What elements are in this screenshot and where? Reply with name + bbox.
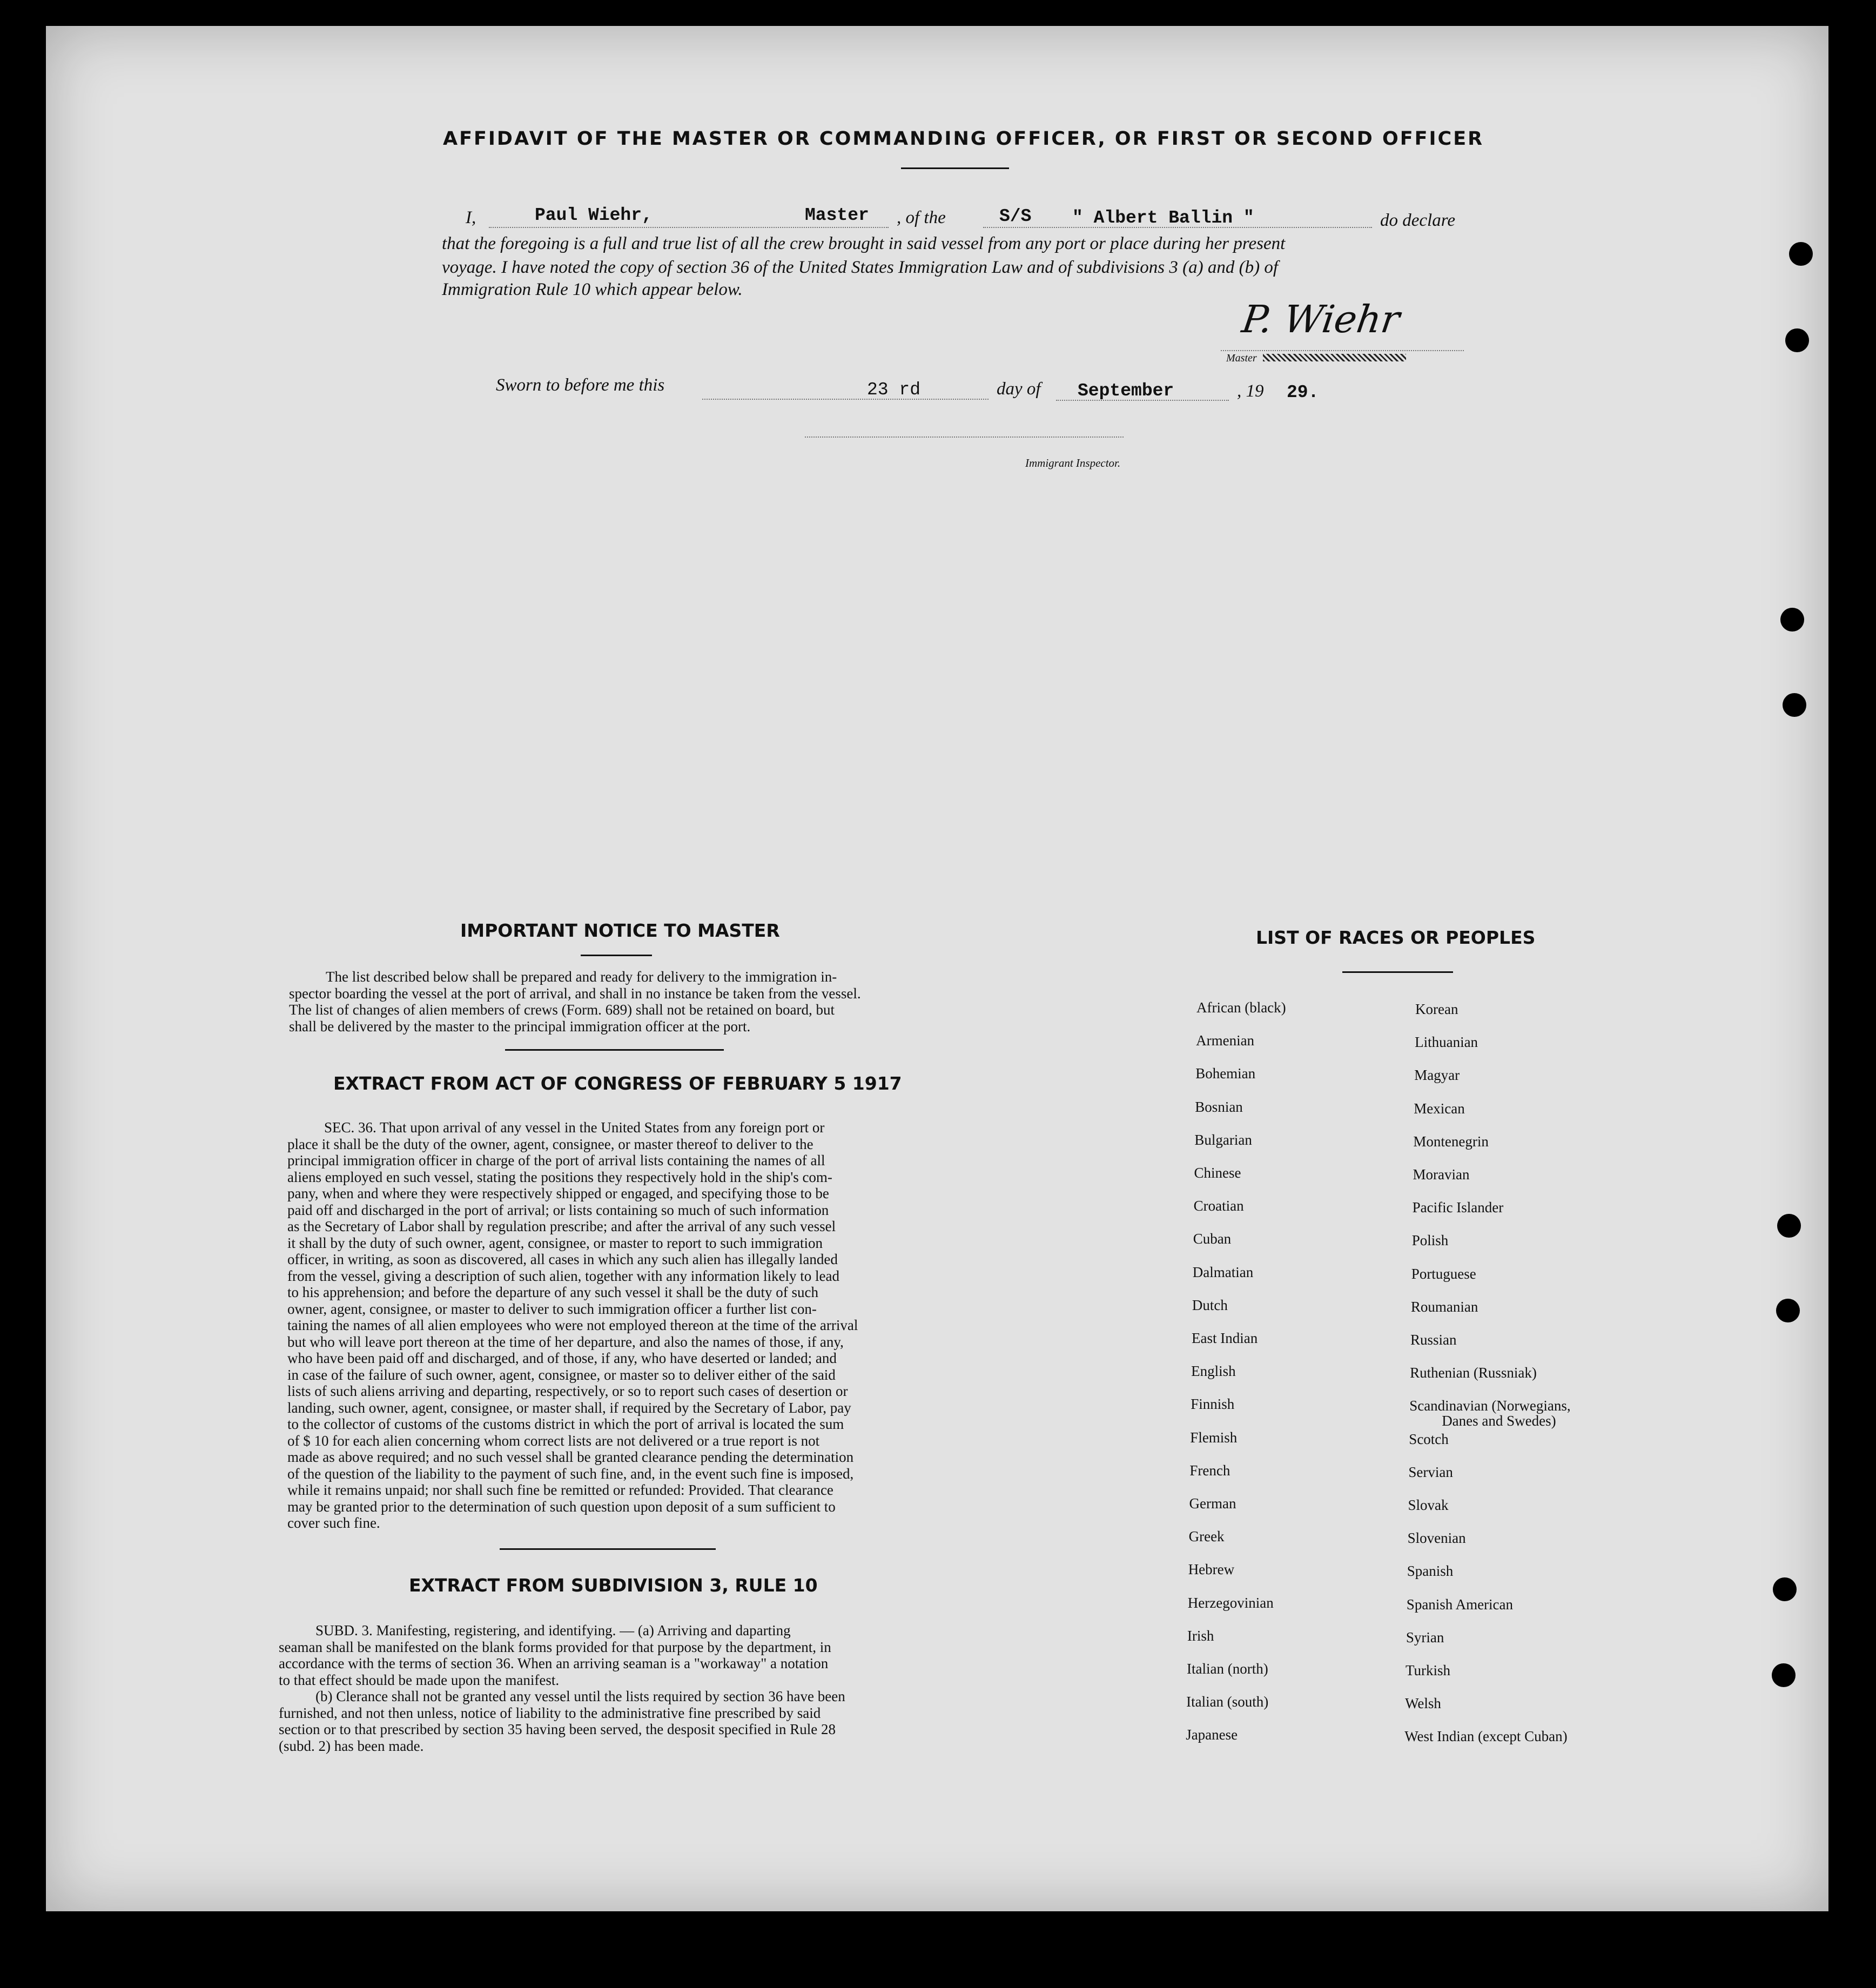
race-item-continuation: Danes and Swedes) (1442, 1413, 1556, 1429)
rank: Master (805, 205, 869, 225)
extract-act-line: cover such fine. (287, 1515, 380, 1531)
race-item: Scotch (1409, 1430, 1449, 1447)
day-blank (702, 399, 989, 400)
extract-act-line: to his apprehension; and before the departure of any such vessel it shall be the duty of such (287, 1284, 818, 1300)
extract-act-line: to the collector of customs of the customs district in which the port of arrival is located the sum (287, 1416, 844, 1432)
race-item: French (1189, 1462, 1231, 1479)
sworn-month: September (1078, 381, 1174, 401)
ship-type: S/S (999, 206, 1032, 226)
race-item: Polish (1411, 1232, 1449, 1249)
notice-underline (581, 955, 652, 956)
race-item: Italian (north) (1187, 1661, 1268, 1677)
of-the-label: , of the (897, 208, 946, 227)
extract-rule-line: (subd. 2) has been made. (279, 1737, 424, 1754)
race-item: English (1191, 1363, 1236, 1380)
extract-act-line: officer, in writing, as soon as discovered, all cases in which any such alien has illegally landed (287, 1251, 838, 1267)
race-item: Roumanian (1410, 1298, 1478, 1315)
notice-line: spector boarding the vessel at the port of arrival, and shall in no instance be taken from the vessel. (289, 985, 861, 1002)
race-item: Magyar (1414, 1067, 1460, 1084)
extract-act-line: taining the names of all alien employees who were not employed thereon at the time of the arrival (287, 1317, 858, 1333)
punch-hole (1773, 1577, 1797, 1601)
extract-act-line: while it remains unpaid; nor shall such fine be remitted or refunded: Provided. That clearance (287, 1482, 833, 1498)
do-declare-label: do declare (1380, 211, 1455, 230)
affidavit-line-3: voyage. I have noted the copy of section 36 of the United States Immigration Law and of subdivisions 3 (a) and (b) of (442, 258, 1279, 277)
rule-body (279, 1622, 933, 1754)
race-item: East Indian (1192, 1330, 1258, 1346)
race-item: Flemish (1190, 1429, 1238, 1446)
race-item: German (1189, 1495, 1236, 1512)
races-underline (1342, 971, 1453, 973)
extract-act-line: but who will leave port thereon at the time of her departure, and also the names of those, if any, (287, 1333, 844, 1350)
punch-hole (1780, 608, 1804, 632)
extract-act-line: aliens employed en such vessel, stating the positions they respectively hold in the ship's com- (287, 1168, 832, 1185)
sworn-day: 23 rd (867, 380, 921, 400)
extract-act-line: it shall by the duty of such owner, agent, consignee, or master to report to such immigration (287, 1234, 823, 1251)
race-item: Bohemian (1195, 1065, 1256, 1082)
inspector-label: Immigrant Inspector. (1025, 456, 1121, 469)
master-name: Paul Wiehr, (535, 205, 653, 225)
race-item: Bosnian (1195, 1098, 1243, 1115)
affidavit-title: AFFIDAVIT OF THE MASTER OR COMMANDING OFFICER, OR FIRST OR SECOND OFFICER (443, 128, 1484, 150)
extract-rule-line: section or to that prescribed by section 35 having been served, the desposit specified in Rule 28 (279, 1721, 836, 1737)
race-item: Portuguese (1411, 1265, 1476, 1282)
extract-act-line: lists of such aliens arriving and departing, respectively, or so to report such cases of desertion or (287, 1383, 848, 1399)
race-item: African (black) (1196, 999, 1286, 1016)
extract-rule-line: seaman shall be manifested on the blank forms provided for that purpose by the department, in (279, 1638, 831, 1655)
sworn-year: 29. (1287, 382, 1319, 402)
race-item: Syrian (1406, 1629, 1444, 1646)
title-underline (901, 167, 1009, 169)
race-item: Croatian (1193, 1198, 1244, 1214)
race-item: Korean (1415, 1001, 1458, 1017)
extract-act-line: place it shall be the duty of the owner, agent, consignee, or master thereof to deliver to the (287, 1136, 813, 1152)
punch-hole (1785, 328, 1809, 352)
punch-hole (1783, 693, 1806, 717)
race-item: Dalmatian (1192, 1264, 1254, 1280)
race-item: Lithuanian (1415, 1034, 1478, 1051)
race-item: Servian (1408, 1463, 1453, 1480)
extract-rule-line: (b) Clerance shall not be granted any vessel until the lists required by section 36 have been (315, 1688, 845, 1704)
race-item: Montenegrin (1413, 1133, 1489, 1150)
notice-line: shall be delivered by the master to the principal immigration officer at the port. (289, 1018, 751, 1035)
race-item: Bulgarian (1194, 1131, 1252, 1148)
extract-act-line: from the vessel, giving a description of such alien, together with any information likely to lead (287, 1267, 839, 1284)
act-title: EXTRACT FROM ACT OF CONGRESS OF FEBRUARY 5 1917 (333, 1073, 902, 1094)
inspector-signature-line (805, 436, 1124, 438)
race-item: Welsh (1405, 1695, 1441, 1712)
race-item: Hebrew (1188, 1561, 1235, 1578)
race-item: Turkish (1406, 1662, 1451, 1678)
race-item: Irish (1187, 1627, 1214, 1644)
race-item: Greek (1188, 1528, 1225, 1545)
race-item: Armenian (1196, 1032, 1255, 1049)
extract-rule-line: to that effect should be made upon the manifest. (279, 1671, 560, 1688)
notice-line: The list of changes of alien members of crews (Form. 689) shall not be retained on board, but (289, 1002, 835, 1018)
punch-hole (1777, 1214, 1801, 1238)
race-item: Chinese (1194, 1165, 1241, 1181)
race-item: Slovenian (1407, 1530, 1466, 1547)
section-divider (500, 1548, 716, 1550)
signature-caption: Master (1226, 352, 1257, 364)
race-item: Spanish (1407, 1563, 1454, 1580)
affidavit-line-2: that the foregoing is a full and true list of all the crew brought in said vessel from any port or place during her present (442, 234, 1286, 253)
race-item: Ruthenian (Russniak) (1410, 1365, 1537, 1381)
signature-line (1221, 350, 1464, 351)
race-item: Pacific Islander (1412, 1199, 1504, 1216)
punch-hole (1772, 1663, 1796, 1687)
race-item: Dutch (1192, 1297, 1228, 1313)
i-label: I, (466, 208, 476, 227)
sworn-label: Sworn to before me this (496, 375, 665, 395)
race-item: Mexican (1414, 1100, 1465, 1117)
signature: P. Wiehr (1239, 297, 1403, 341)
extract-act-line: landing, such owner, agent, consignee, or master shall, if required by the Secretary of Labor, pay (287, 1399, 851, 1416)
extract-act-line: may be granted prior to the determination of such question upon deposit of a sum sufficient to (287, 1498, 836, 1515)
year-prefix: , 19 (1237, 381, 1264, 401)
extract-rule-line: furnished, and not then unless, notice of liability to the administrative fine prescribed by said (279, 1704, 821, 1721)
affidavit-line-4: Immigration Rule 10 which appear below. (442, 280, 743, 299)
race-item: Cuban (1193, 1231, 1232, 1247)
extract-act-line: principal immigration officer in charge of the port of arrival lists containing the names of all (287, 1152, 825, 1168)
extract-act-line: paid off and discharged in the port of arrival; or lists containing so much of such information (287, 1201, 829, 1218)
ship-name: " Albert Ballin " (1072, 208, 1254, 228)
struck-title (1263, 354, 1406, 361)
punch-hole (1789, 242, 1813, 266)
extract-act-line: as the Secretary of Labor shall by regulation prescribe; and after the arrival of any such vessel (287, 1218, 836, 1234)
extract-act-line: owner, agent, consignee, or master to deliver to such immigration officer a further list con- (287, 1300, 817, 1317)
race-item: Herzegovinian (1187, 1594, 1274, 1611)
extract-act-line: of the question of the liability to the payment of such fine, and, in the event such fine is imposed, (287, 1465, 854, 1482)
race-item: Japanese (1186, 1727, 1238, 1743)
extract-act-line: made as above required; and no such vessel shall be granted clearance pending the determination (287, 1449, 854, 1465)
day-of-label: day of (997, 379, 1041, 399)
notice-line: The list described below shall be prepared and ready for delivery to the immigration in- (326, 969, 837, 985)
name-blank (489, 227, 889, 228)
race-item: Slovak (1408, 1497, 1449, 1513)
race-item: Spanish American (1406, 1596, 1514, 1613)
extract-act-line: pany, when and where they were respectively shipped or engaged, and specifying those to be (287, 1185, 829, 1201)
race-item: Moravian (1413, 1166, 1470, 1183)
act-body (287, 1119, 942, 1532)
section-divider (505, 1049, 724, 1051)
punch-hole (1776, 1299, 1800, 1322)
extract-act-line: in case of the failure of such owner, agent, consignee, or master so to deliver either of the said (287, 1366, 836, 1383)
race-item: Italian (south) (1186, 1694, 1269, 1710)
race-item: West Indian (except Cuban) (1404, 1728, 1568, 1745)
race-item: Scandinavian (Norwegians, (1409, 1398, 1571, 1414)
notice-body (289, 969, 944, 1035)
notice-title: IMPORTANT NOTICE TO MASTER (460, 920, 780, 941)
rule-title: EXTRACT FROM SUBDIVISION 3, RULE 10 (409, 1575, 818, 1596)
extract-act-line: SEC. 36. That upon arrival of any vessel in the United States from any foreign port or (324, 1119, 825, 1136)
extract-rule-line: accordance with the terms of section 36. When an arriving seaman is a "workaway" a notation (279, 1655, 829, 1671)
extract-rule-line: SUBD. 3. Manifesting, registering, and identifying. — (a) Arriving and daparting (315, 1622, 791, 1638)
extract-act-line: of $ 10 for each alien concerning whom correct lists are not delivered or a true report is not (287, 1432, 820, 1449)
race-item: Russian (1410, 1332, 1457, 1348)
races-title: LIST OF RACES OR PEOPLES (1256, 927, 1536, 948)
extract-act-line: who have been paid off and discharged, and of those, if any, who have deserted or landed; and (287, 1350, 837, 1366)
race-item: Finnish (1191, 1396, 1235, 1413)
